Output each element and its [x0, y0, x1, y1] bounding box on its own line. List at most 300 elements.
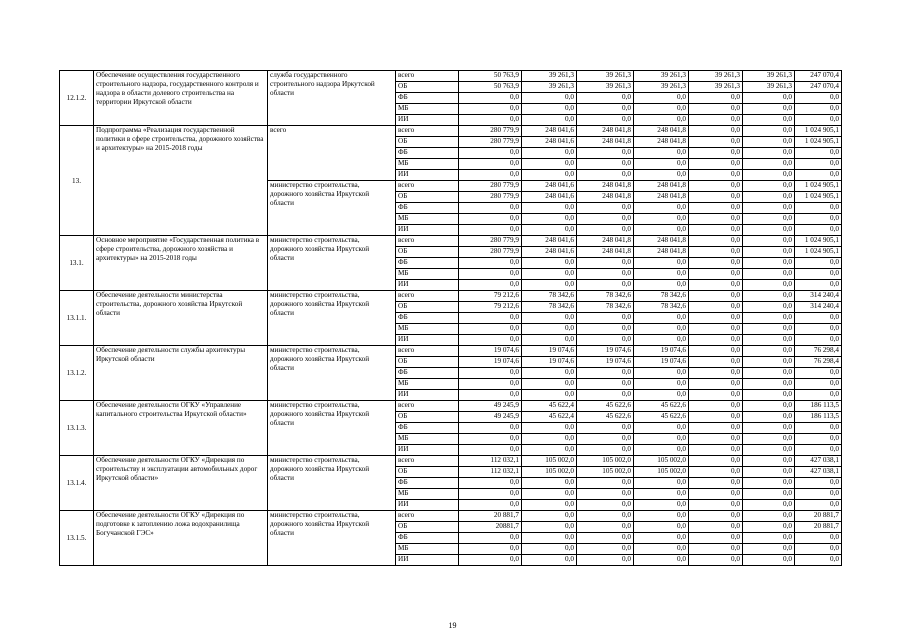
amount-cell: 0,0 — [634, 434, 689, 445]
funding-source-cell: МБ — [396, 379, 459, 390]
funding-source-cell: ИИ — [396, 280, 459, 291]
amount-cell: 78 342,6 — [577, 291, 634, 302]
funding-source-cell: ФБ — [396, 478, 459, 489]
amount-cell: 45 622,4 — [522, 401, 577, 412]
amount-cell: 19 074,6 — [459, 346, 522, 357]
amount-cell: 0,0 — [795, 423, 842, 434]
amount-cell: 0,0 — [689, 467, 743, 478]
amount-cell: 0,0 — [743, 225, 795, 236]
amount-cell: 45 622,6 — [577, 401, 634, 412]
amount-cell: 45 622,4 — [522, 412, 577, 423]
amount-cell: 0,0 — [522, 434, 577, 445]
amount-cell: 0,0 — [522, 500, 577, 511]
amount-cell: 50 763,9 — [459, 82, 522, 93]
amount-cell: 0,0 — [689, 423, 743, 434]
funding-source-cell: ФБ — [396, 533, 459, 544]
amount-cell: 0,0 — [743, 379, 795, 390]
amount-cell: 0,0 — [795, 445, 842, 456]
amount-cell: 248 041,8 — [634, 181, 689, 192]
executor-cell: министерство строительства, дорожного хозяйства Иркутской области — [268, 456, 396, 511]
amount-cell: 248 041,8 — [634, 247, 689, 258]
amount-cell: 0,0 — [795, 478, 842, 489]
amount-cell: 0,0 — [689, 159, 743, 170]
amount-cell: 248 041,6 — [522, 126, 577, 137]
amount-cell: 0,0 — [743, 346, 795, 357]
amount-cell: 0,0 — [743, 456, 795, 467]
item-code: 13.1.1. — [60, 291, 94, 346]
amount-cell: 0,0 — [577, 159, 634, 170]
funding-source-cell: всего — [396, 236, 459, 247]
table-row — [60, 401, 842, 412]
amount-cell: 0,0 — [577, 335, 634, 346]
amount-cell: 0,0 — [689, 115, 743, 126]
amount-cell: 0,0 — [459, 390, 522, 401]
funding-source-cell: ОБ — [396, 247, 459, 258]
funding-source-cell: ОБ — [396, 522, 459, 533]
amount-cell: 0,0 — [522, 93, 577, 104]
amount-cell: 0,0 — [577, 423, 634, 434]
amount-cell: 19 074,6 — [522, 346, 577, 357]
table-row — [60, 71, 842, 82]
amount-cell: 0,0 — [634, 533, 689, 544]
amount-cell: 0,0 — [522, 170, 577, 181]
budget-table — [59, 70, 842, 566]
executor-cell: министерство строительства, дорожного хозяйства Иркутской области — [268, 291, 396, 346]
funding-source-cell: всего — [396, 126, 459, 137]
amount-cell: 248 041,8 — [577, 247, 634, 258]
amount-cell: 0,0 — [634, 203, 689, 214]
amount-cell: 0,0 — [689, 148, 743, 159]
amount-cell: 1 024 905,1 — [795, 236, 842, 247]
amount-cell: 0,0 — [577, 148, 634, 159]
amount-cell: 0,0 — [689, 225, 743, 236]
amount-cell: 0,0 — [459, 258, 522, 269]
amount-cell: 280 779,9 — [459, 247, 522, 258]
amount-cell: 1 024 905,1 — [795, 126, 842, 137]
amount-cell: 0,0 — [743, 324, 795, 335]
amount-cell: 0,0 — [743, 302, 795, 313]
funding-source-cell: всего — [396, 181, 459, 192]
amount-cell: 0,0 — [522, 555, 577, 566]
amount-cell: 0,0 — [689, 236, 743, 247]
amount-cell: 39 261,3 — [689, 71, 743, 82]
amount-cell: 0,0 — [577, 434, 634, 445]
amount-cell: 0,0 — [743, 434, 795, 445]
amount-cell: 0,0 — [634, 390, 689, 401]
amount-cell: 0,0 — [743, 148, 795, 159]
table-row — [60, 346, 842, 357]
amount-cell: 39 261,3 — [743, 71, 795, 82]
amount-cell: 0,0 — [522, 115, 577, 126]
amount-cell: 0,0 — [634, 115, 689, 126]
amount-cell: 314 240,4 — [795, 302, 842, 313]
amount-cell: 0,0 — [689, 104, 743, 115]
amount-cell: 0,0 — [634, 522, 689, 533]
amount-cell: 0,0 — [795, 203, 842, 214]
amount-cell: 0,0 — [522, 203, 577, 214]
amount-cell: 0,0 — [577, 511, 634, 522]
amount-cell: 248 041,8 — [577, 192, 634, 203]
amount-cell: 0,0 — [743, 170, 795, 181]
amount-cell: 20 881,7 — [795, 511, 842, 522]
amount-cell: 0,0 — [689, 126, 743, 137]
amount-cell: 0,0 — [634, 313, 689, 324]
executor-cell: министерство строительства, дорожного хозяйства Иркутской области — [268, 181, 396, 236]
amount-cell: 0,0 — [795, 280, 842, 291]
amount-cell: 20881,7 — [459, 522, 522, 533]
amount-cell: 0,0 — [689, 269, 743, 280]
amount-cell: 0,0 — [459, 478, 522, 489]
amount-cell: 45 622,6 — [634, 412, 689, 423]
table-row — [60, 511, 842, 522]
amount-cell: 19 074,6 — [459, 357, 522, 368]
amount-cell: 0,0 — [522, 522, 577, 533]
table-row — [60, 126, 842, 137]
executor-cell: служба государственного строительного надзора Иркутской области — [268, 71, 396, 126]
amount-cell: 0,0 — [522, 335, 577, 346]
amount-cell: 0,0 — [577, 489, 634, 500]
amount-cell: 79 212,6 — [459, 291, 522, 302]
funding-source-cell: ИИ — [396, 225, 459, 236]
amount-cell: 0,0 — [689, 500, 743, 511]
amount-cell: 0,0 — [743, 214, 795, 225]
amount-cell: 0,0 — [522, 148, 577, 159]
funding-source-cell: ОБ — [396, 82, 459, 93]
amount-cell: 78 342,6 — [522, 302, 577, 313]
amount-cell: 0,0 — [743, 181, 795, 192]
item-code: 12.1.2. — [60, 71, 94, 126]
amount-cell: 0,0 — [689, 335, 743, 346]
amount-cell: 0,0 — [459, 500, 522, 511]
amount-cell: 0,0 — [634, 555, 689, 566]
executor-cell: всего — [268, 126, 396, 181]
amount-cell: 0,0 — [689, 390, 743, 401]
amount-cell: 0,0 — [743, 258, 795, 269]
amount-cell: 0,0 — [743, 478, 795, 489]
executor-cell: министерство строительства, дорожного хозяйства Иркутской области — [268, 401, 396, 456]
amount-cell: 0,0 — [577, 368, 634, 379]
funding-source-cell: МБ — [396, 489, 459, 500]
amount-cell: 248 041,8 — [634, 126, 689, 137]
amount-cell: 0,0 — [795, 335, 842, 346]
funding-source-cell: ФБ — [396, 93, 459, 104]
amount-cell: 0,0 — [795, 313, 842, 324]
amount-cell: 0,0 — [743, 390, 795, 401]
item-code: 13. — [60, 126, 94, 236]
amount-cell: 280 779,9 — [459, 126, 522, 137]
amount-cell: 0,0 — [634, 214, 689, 225]
amount-cell: 0,0 — [689, 401, 743, 412]
funding-source-cell: всего — [396, 346, 459, 357]
amount-cell: 0,0 — [459, 280, 522, 291]
amount-cell: 0,0 — [689, 214, 743, 225]
funding-source-cell: всего — [396, 401, 459, 412]
amount-cell: 0,0 — [743, 126, 795, 137]
amount-cell: 39 261,3 — [522, 71, 577, 82]
amount-cell: 39 261,3 — [577, 71, 634, 82]
amount-cell: 0,0 — [743, 269, 795, 280]
amount-cell: 0,0 — [689, 434, 743, 445]
amount-cell: 248 041,6 — [522, 192, 577, 203]
amount-cell: 19 074,6 — [634, 357, 689, 368]
funding-source-cell: ФБ — [396, 423, 459, 434]
amount-cell: 0,0 — [743, 500, 795, 511]
amount-cell: 0,0 — [634, 379, 689, 390]
amount-cell: 0,0 — [795, 148, 842, 159]
amount-cell: 0,0 — [577, 379, 634, 390]
amount-cell: 0,0 — [577, 313, 634, 324]
amount-cell: 0,0 — [459, 324, 522, 335]
amount-cell: 0,0 — [634, 159, 689, 170]
amount-cell: 248 041,8 — [577, 137, 634, 148]
amount-cell: 0,0 — [743, 93, 795, 104]
item-name: Обеспечение осуществления государственного строительного надзора, государственного контроля и надзора в области долевого строительства на территории Иркутской области — [94, 71, 268, 126]
amount-cell: 0,0 — [743, 291, 795, 302]
funding-source-cell: МБ — [396, 434, 459, 445]
amount-cell: 39 261,3 — [634, 71, 689, 82]
amount-cell: 0,0 — [522, 269, 577, 280]
amount-cell: 0,0 — [459, 555, 522, 566]
amount-cell: 186 113,5 — [795, 401, 842, 412]
amount-cell: 112 032,1 — [459, 467, 522, 478]
funding-source-cell: ИИ — [396, 445, 459, 456]
amount-cell: 248 041,6 — [522, 247, 577, 258]
amount-cell: 0,0 — [795, 379, 842, 390]
amount-cell: 0,0 — [743, 335, 795, 346]
amount-cell: 0,0 — [459, 93, 522, 104]
amount-cell: 0,0 — [689, 346, 743, 357]
amount-cell: 0,0 — [689, 93, 743, 104]
amount-cell: 0,0 — [743, 192, 795, 203]
amount-cell: 0,0 — [689, 445, 743, 456]
amount-cell: 0,0 — [689, 280, 743, 291]
amount-cell: 0,0 — [795, 489, 842, 500]
amount-cell: 0,0 — [743, 115, 795, 126]
amount-cell: 0,0 — [743, 533, 795, 544]
item-name: Обеспечение деятельности службы архитектуры Иркутской области — [94, 346, 268, 401]
amount-cell: 0,0 — [795, 170, 842, 181]
amount-cell: 0,0 — [795, 324, 842, 335]
amount-cell: 0,0 — [743, 104, 795, 115]
amount-cell: 0,0 — [795, 533, 842, 544]
amount-cell: 248 041,6 — [522, 181, 577, 192]
amount-cell: 0,0 — [522, 280, 577, 291]
amount-cell: 186 113,5 — [795, 412, 842, 423]
amount-cell: 0,0 — [634, 170, 689, 181]
amount-cell: 0,0 — [689, 412, 743, 423]
amount-cell: 0,0 — [743, 522, 795, 533]
amount-cell: 76 298,4 — [795, 357, 842, 368]
funding-source-cell: МБ — [396, 159, 459, 170]
amount-cell: 0,0 — [795, 368, 842, 379]
amount-cell: 0,0 — [743, 203, 795, 214]
funding-source-cell: ОБ — [396, 302, 459, 313]
item-name: Обеспечение деятельности ОГКУ «Управление капитального строительства Иркутской области» — [94, 401, 268, 456]
amount-cell: 0,0 — [459, 313, 522, 324]
amount-cell: 0,0 — [577, 225, 634, 236]
amount-cell: 0,0 — [459, 104, 522, 115]
item-name: Обеспечение деятельности ОГКУ «Дирекция по подготовке к затоплению ложа водохранилища Богучанской ГЭС» — [94, 511, 268, 566]
amount-cell: 0,0 — [522, 324, 577, 335]
amount-cell: 0,0 — [522, 533, 577, 544]
amount-cell: 0,0 — [577, 500, 634, 511]
amount-cell: 248 041,6 — [522, 236, 577, 247]
amount-cell: 105 002,0 — [634, 467, 689, 478]
amount-cell: 0,0 — [634, 324, 689, 335]
amount-cell: 0,0 — [522, 214, 577, 225]
amount-cell: 314 240,4 — [795, 291, 842, 302]
amount-cell: 1 024 905,1 — [795, 137, 842, 148]
amount-cell: 105 002,0 — [634, 456, 689, 467]
amount-cell: 0,0 — [634, 500, 689, 511]
funding-source-cell: ФБ — [396, 148, 459, 159]
funding-source-cell: ФБ — [396, 203, 459, 214]
item-name: Обеспечение деятельности ОГКУ «Дирекция по строительству и эксплуатации автомобильных дорог Иркутской области» — [94, 456, 268, 511]
amount-cell: 0,0 — [795, 269, 842, 280]
amount-cell: 0,0 — [795, 104, 842, 115]
amount-cell: 78 342,6 — [634, 291, 689, 302]
amount-cell: 0,0 — [577, 390, 634, 401]
amount-cell: 0,0 — [459, 335, 522, 346]
amount-cell: 0,0 — [577, 203, 634, 214]
amount-cell: 0,0 — [743, 445, 795, 456]
amount-cell: 0,0 — [577, 280, 634, 291]
amount-cell: 0,0 — [743, 368, 795, 379]
amount-cell: 0,0 — [689, 192, 743, 203]
amount-cell: 0,0 — [522, 390, 577, 401]
amount-cell: 0,0 — [743, 555, 795, 566]
funding-source-cell: ИИ — [396, 500, 459, 511]
funding-source-cell: всего — [396, 456, 459, 467]
item-code: 13.1.3. — [60, 401, 94, 456]
amount-cell: 0,0 — [795, 390, 842, 401]
funding-source-cell: ИИ — [396, 390, 459, 401]
amount-cell: 0,0 — [743, 236, 795, 247]
amount-cell: 0,0 — [689, 357, 743, 368]
funding-source-cell: ИИ — [396, 555, 459, 566]
amount-cell: 78 342,6 — [522, 291, 577, 302]
amount-cell: 0,0 — [795, 258, 842, 269]
amount-cell: 0,0 — [634, 93, 689, 104]
amount-cell: 0,0 — [743, 313, 795, 324]
amount-cell: 280 779,9 — [459, 236, 522, 247]
amount-cell: 50 763,9 — [459, 71, 522, 82]
amount-cell: 0,0 — [743, 544, 795, 555]
amount-cell: 20 881,7 — [795, 522, 842, 533]
amount-cell: 0,0 — [459, 434, 522, 445]
amount-cell: 76 298,4 — [795, 346, 842, 357]
amount-cell: 39 261,3 — [634, 82, 689, 93]
funding-source-cell: МБ — [396, 324, 459, 335]
executor-cell: министерство строительства, дорожного хозяйства Иркутской области — [268, 236, 396, 291]
amount-cell: 0,0 — [689, 489, 743, 500]
amount-cell: 0,0 — [634, 104, 689, 115]
amount-cell: 0,0 — [522, 368, 577, 379]
amount-cell: 0,0 — [634, 478, 689, 489]
amount-cell: 0,0 — [634, 423, 689, 434]
funding-source-cell: МБ — [396, 214, 459, 225]
amount-cell: 0,0 — [459, 445, 522, 456]
amount-cell: 0,0 — [459, 115, 522, 126]
funding-source-cell: ОБ — [396, 137, 459, 148]
amount-cell: 19 074,6 — [634, 346, 689, 357]
page-number: 19 — [448, 621, 457, 630]
amount-cell: 0,0 — [743, 401, 795, 412]
amount-cell: 0,0 — [743, 423, 795, 434]
amount-cell: 0,0 — [689, 203, 743, 214]
amount-cell: 19 074,6 — [522, 357, 577, 368]
amount-cell: 0,0 — [459, 170, 522, 181]
amount-cell: 49 245,9 — [459, 401, 522, 412]
item-code: 13.1.5. — [60, 511, 94, 566]
amount-cell: 0,0 — [522, 104, 577, 115]
amount-cell: 45 622,6 — [634, 401, 689, 412]
amount-cell: 0,0 — [689, 544, 743, 555]
amount-cell: 0,0 — [577, 214, 634, 225]
amount-cell: 105 002,0 — [522, 456, 577, 467]
amount-cell: 0,0 — [634, 280, 689, 291]
amount-cell: 0,0 — [522, 478, 577, 489]
amount-cell: 0,0 — [689, 137, 743, 148]
amount-cell: 0,0 — [459, 368, 522, 379]
executor-cell: министерство строительства, дорожного хозяйства Иркутской области — [268, 346, 396, 401]
amount-cell: 0,0 — [743, 137, 795, 148]
budget-table-body — [60, 71, 842, 566]
amount-cell: 427 038,1 — [795, 456, 842, 467]
amount-cell: 0,0 — [795, 93, 842, 104]
amount-cell: 0,0 — [577, 555, 634, 566]
amount-cell: 0,0 — [577, 258, 634, 269]
table-row — [60, 236, 842, 247]
amount-cell: 39 261,3 — [522, 82, 577, 93]
amount-cell: 248 041,8 — [634, 192, 689, 203]
funding-source-cell: всего — [396, 71, 459, 82]
amount-cell: 39 261,3 — [743, 82, 795, 93]
amount-cell: 78 342,6 — [634, 302, 689, 313]
amount-cell: 0,0 — [577, 544, 634, 555]
funding-source-cell: всего — [396, 291, 459, 302]
amount-cell: 248 041,8 — [634, 137, 689, 148]
amount-cell: 0,0 — [795, 214, 842, 225]
amount-cell: 0,0 — [634, 225, 689, 236]
amount-cell: 39 261,3 — [577, 82, 634, 93]
amount-cell: 248 041,8 — [577, 181, 634, 192]
amount-cell: 0,0 — [634, 269, 689, 280]
amount-cell: 280 779,9 — [459, 192, 522, 203]
amount-cell: 105 002,0 — [577, 467, 634, 478]
amount-cell: 0,0 — [689, 511, 743, 522]
amount-cell: 0,0 — [459, 159, 522, 170]
funding-source-cell: всего — [396, 511, 459, 522]
amount-cell: 0,0 — [577, 115, 634, 126]
table-row — [60, 456, 842, 467]
amount-cell: 0,0 — [522, 159, 577, 170]
funding-source-cell: ОБ — [396, 412, 459, 423]
funding-source-cell: ИИ — [396, 170, 459, 181]
amount-cell: 247 070,4 — [795, 71, 842, 82]
amount-cell: 0,0 — [689, 379, 743, 390]
amount-cell: 0,0 — [459, 225, 522, 236]
amount-cell: 0,0 — [577, 170, 634, 181]
amount-cell: 0,0 — [795, 500, 842, 511]
funding-source-cell: МБ — [396, 269, 459, 280]
amount-cell: 0,0 — [522, 544, 577, 555]
amount-cell: 0,0 — [577, 104, 634, 115]
amount-cell: 0,0 — [634, 258, 689, 269]
amount-cell: 45 622,6 — [577, 412, 634, 423]
amount-cell: 0,0 — [634, 511, 689, 522]
item-name: Обеспечение деятельности министерства строительства, дорожного хозяйства Иркутской области — [94, 291, 268, 346]
